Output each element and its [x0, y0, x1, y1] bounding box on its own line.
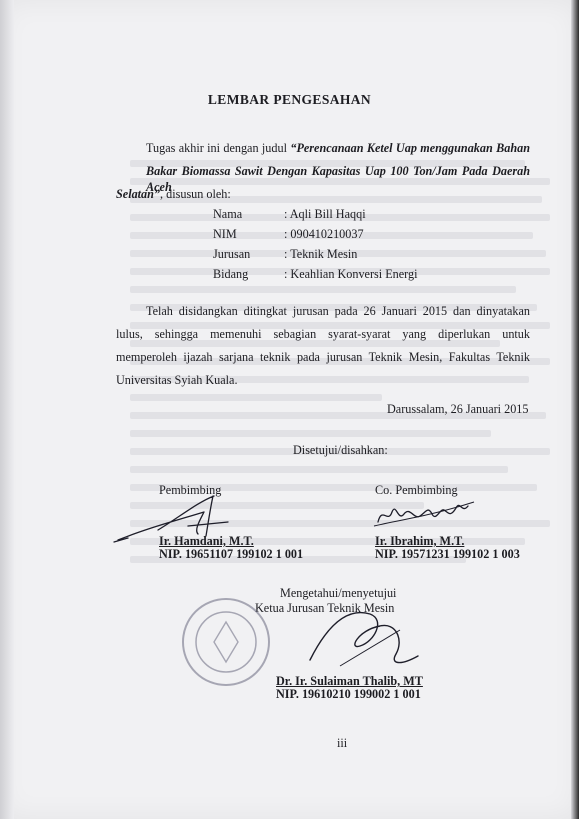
- field-value-bidang: : Keahlian Konversi Energi: [284, 267, 418, 281]
- supervisor-role: Pembimbing: [159, 483, 222, 497]
- thesis-title-line-1: “Perencanaan Ketel Uap menggunakan Bahan: [290, 141, 530, 155]
- page-title: LEMBAR PENGESAHAN: [207, 92, 372, 107]
- body-line-2: lulus, sehingga memenuhi sebagian syarat-syarat yang diperlukan untuk: [116, 327, 530, 341]
- department-head-nip: NIP. 19610210 199002 1 001: [276, 687, 421, 701]
- department-head-name: Dr. Ir. Sulaiman Thalib, MT: [276, 674, 423, 688]
- field-label-nama: Nama: [213, 207, 243, 221]
- body-line-1: Telah disidangkan ditingkat jurusan pada 26 Januari 2015 dan dinyatakan: [146, 304, 530, 318]
- intro-line-3: [116, 186, 231, 202]
- body-line-3: memperoleh ijazah sarjana teknik pada jurusan Teknik Mesin, Fakultas Teknik: [116, 350, 530, 364]
- thesis-title-line-2: Bakar Biomassa Sawit Dengan Kapasitas Uap 100 Ton/Jam Pada Daerah Aceh: [146, 164, 530, 194]
- field-label-jurusan: Jurusan: [213, 247, 251, 261]
- page-edge-right: [571, 0, 579, 819]
- department-head-signature: [300, 600, 430, 680]
- supervisor-nip: NIP. 19651107 199102 1 001: [159, 547, 304, 561]
- co-supervisor-nip: NIP. 19571231 199102 1 003: [375, 547, 520, 561]
- acknowledged-label: Mengetahui/menyetujui: [280, 586, 397, 600]
- co-supervisor-name: Ir. Ibrahim, M.T.: [375, 534, 465, 548]
- intro-suffix: , disusun oleh:: [160, 187, 231, 201]
- department-head-role: Ketua Jurusan Teknik Mesin: [255, 601, 395, 615]
- field-label-nim: NIM: [213, 227, 237, 241]
- field-value-nim: : 090410210037: [284, 227, 364, 241]
- approved-label: Disetujui/disahkan:: [293, 443, 388, 457]
- field-value-jurusan: : Teknik Mesin: [284, 247, 358, 261]
- co-supervisor-signature: [370, 496, 480, 532]
- place-date: Darussalam, 26 Januari 2015: [387, 402, 529, 416]
- field-value-nama: : Aqli Bill Haqqi: [284, 207, 366, 221]
- thesis-title-line-3: Selatan”: [116, 187, 161, 201]
- supervisor-name: Ir. Hamdani, M.T.: [159, 534, 254, 548]
- field-label-bidang: Bidang: [213, 267, 249, 281]
- page-number: iii: [337, 736, 348, 750]
- co-supervisor-role: Co. Pembimbing: [375, 483, 458, 497]
- university-stamp: [180, 596, 272, 688]
- body-line-4: Universitas Syiah Kuala.: [116, 373, 238, 387]
- intro-prefix: Tugas akhir ini dengan judul: [146, 141, 291, 155]
- page-edge-left: [0, 0, 14, 819]
- intro-line-1: [146, 140, 530, 156]
